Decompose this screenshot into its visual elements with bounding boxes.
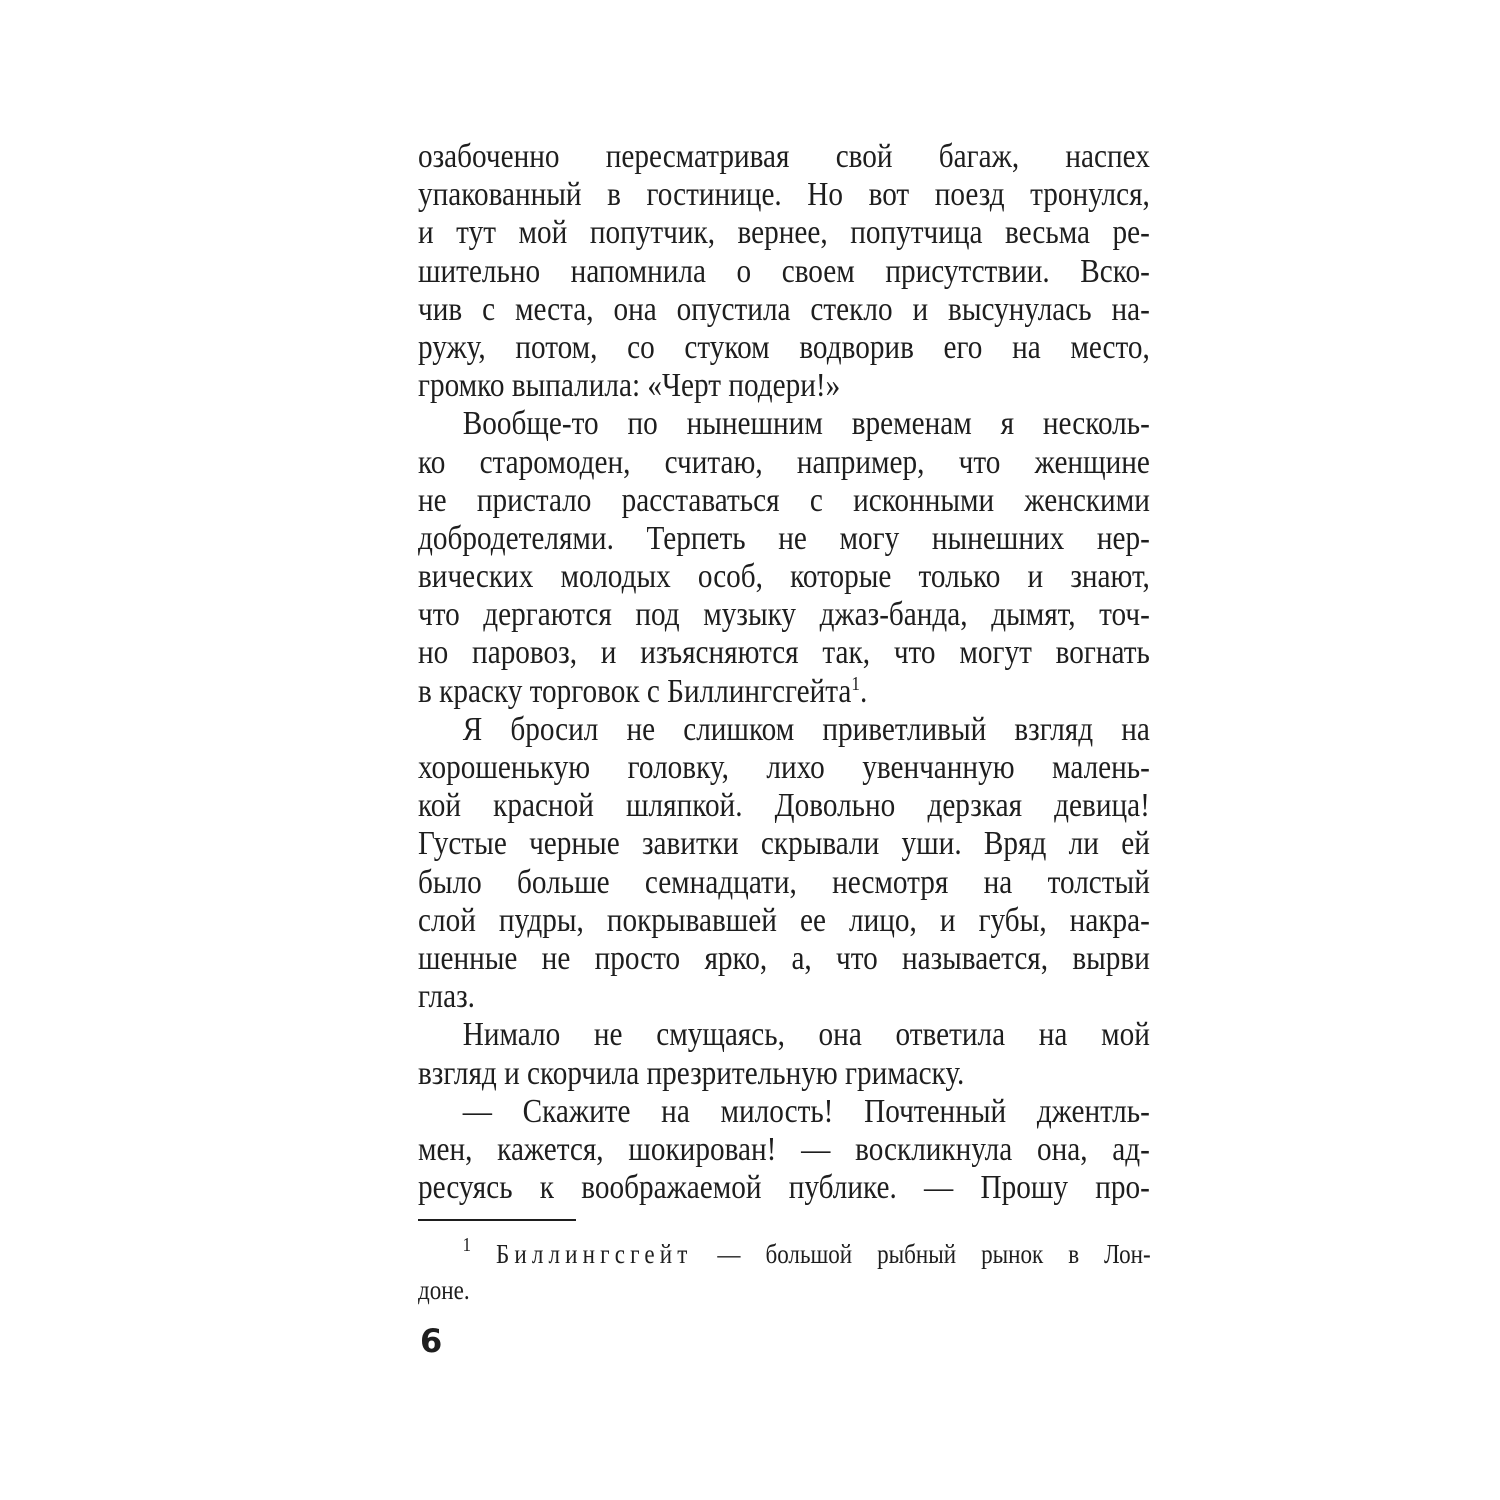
text-line: Густые черные завитки скрывали уши. Вряд ли ей (418, 825, 1150, 863)
text-line: вических молодых особ, которые только и знают, (418, 558, 1150, 596)
text-line-content: в краску торговок с Биллингсгейта (418, 672, 852, 710)
body-text (418, 138, 1150, 1207)
footnote-line: доне. (418, 1275, 470, 1305)
text-line: и тут мой попутчик, вернее, попутчица весьма ре- (418, 214, 1150, 252)
text-line: Я бросил не слишком приветливый взгляд на (462, 710, 1150, 748)
text-line: — Скажите на милость! Почтенный джентль- (462, 1092, 1150, 1130)
footnote-reference[interactable]: 1 (851, 672, 861, 695)
footnote (418, 1236, 1151, 1308)
footnote-definition: — большой рыбный рынок в Лон- (692, 1239, 1151, 1269)
footnote-divider (418, 1219, 576, 1221)
text-line: громко выпалила: «Черт подери!» (418, 367, 841, 405)
text-line: Вообще-то по нынешним временам я несколь- (462, 405, 1150, 443)
text-line: слой пудры, покрывавшей ее лицо, и губы, накра- (418, 901, 1150, 939)
text-line: ружу, потом, со стуком водворив его на место, (418, 328, 1150, 366)
text-line: не пристало расставаться с исконными женскими (418, 481, 1150, 519)
text-line-punct: . (860, 672, 868, 710)
text-line: хорошенькую головку, лихо увенчанную малень- (418, 749, 1150, 786)
text-line: мен, кажется, шокирован! — воскликнула она, ад- (418, 1130, 1150, 1168)
text-line: но паровоз, и изъясняются так, что могут вогнать (418, 634, 1150, 672)
text-line: кой красной шляпкой. Довольно дерзкая девица! (418, 787, 1150, 825)
footnote-line (418, 1236, 1151, 1272)
text-line: взгляд и скорчила презрительную гримаску. (418, 1054, 965, 1092)
text-line: озабоченно пересматривая свой багаж, наспех (418, 138, 1150, 175)
text-line: добродетелями. Терпеть не могу нынешних нер- (418, 519, 1150, 557)
footnote-marker: 1 (462, 1234, 472, 1256)
text-line: ресуясь к воображаемой публике. — Прошу про- (418, 1169, 1150, 1207)
page-number: 6 (420, 1322, 443, 1360)
text-line: шительно напомнила о своем присутствии. Вско- (418, 252, 1150, 290)
footnote-term: Биллингсгейт (495, 1239, 693, 1269)
text-line: Нимало не смущаясь, она ответила на мой (462, 1016, 1150, 1054)
text-line: глаз. (418, 978, 475, 1016)
text-line: упакованный в гостинице. Но вот поезд тронулся, (418, 176, 1150, 214)
text-line: что дергаются под музыку джаз-банда, дымят, точ- (418, 596, 1150, 634)
text-line: ко старомоден, считаю, например, что женщине (418, 443, 1150, 481)
text-line: чив с места, она опустила стекло и высунулась на- (418, 290, 1150, 328)
text-line (418, 673, 1150, 711)
text-line: шенные не просто ярко, а, что называется, вырви (418, 939, 1150, 977)
text-line: было больше семнадцати, несмотря на толстый (418, 863, 1150, 901)
